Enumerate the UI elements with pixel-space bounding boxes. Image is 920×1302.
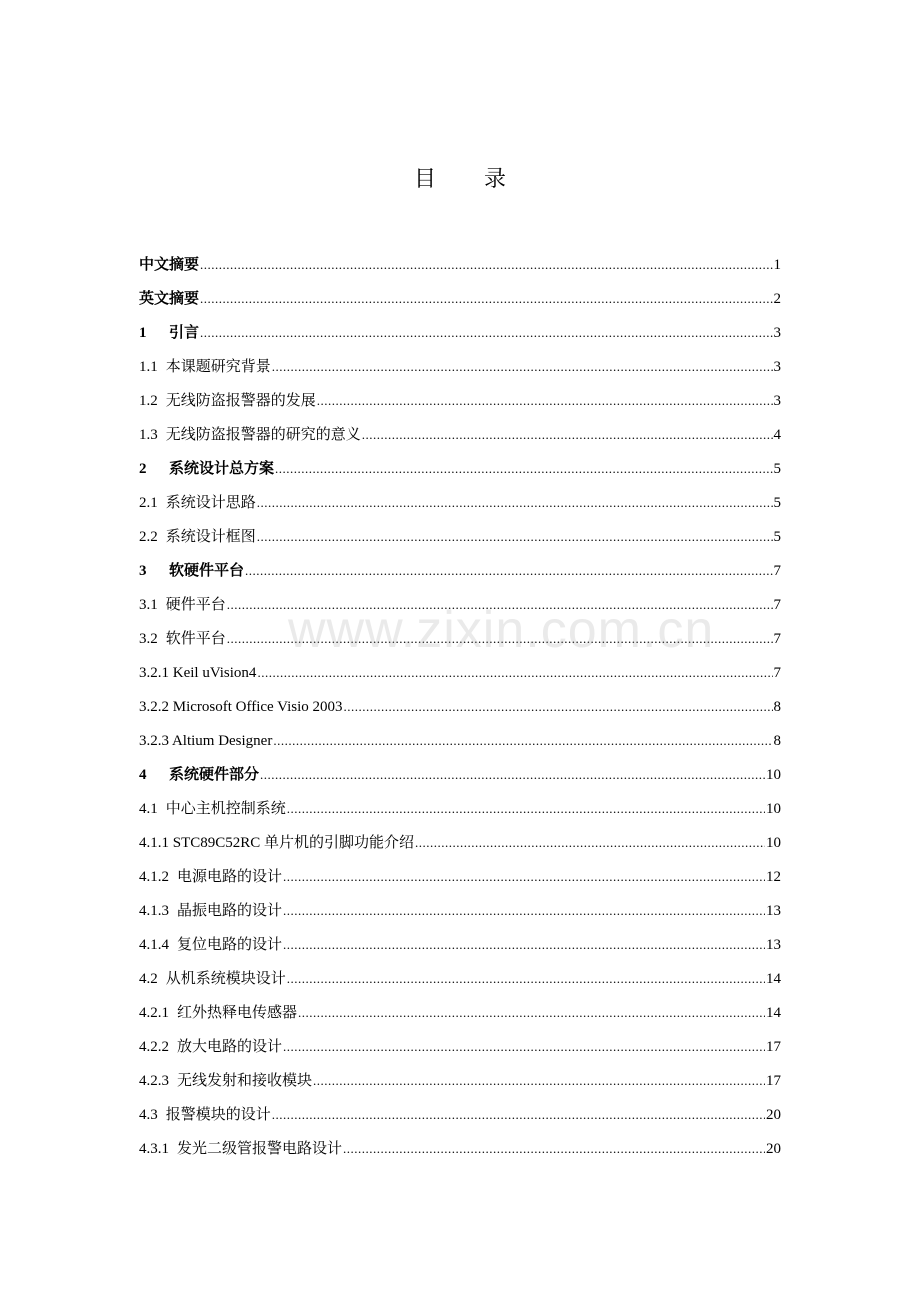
toc-entry-number: 4	[139, 767, 147, 783]
toc-entry-number: 4.2.1	[139, 1005, 169, 1021]
toc-page-number: 13	[766, 937, 781, 953]
toc-entry-text: 报警模块的设计	[165, 1107, 271, 1123]
toc-entry-text: 软硬件平台	[169, 563, 245, 579]
toc-entry-label	[139, 622, 226, 656]
toc-entry-text: 电源电路的设计	[177, 869, 283, 885]
toc-entry-text: 系统硬件部分	[169, 767, 260, 783]
toc-entry-label	[139, 894, 282, 928]
toc-entry-label	[139, 1098, 271, 1132]
toc-page-number: 3	[773, 393, 781, 409]
toc-page-number: 5	[773, 495, 781, 511]
toc-page-number: 7	[773, 665, 781, 681]
toc-entry-number: 4.3	[139, 1107, 158, 1123]
toc-page-number: 10	[766, 835, 781, 851]
watermark: www.zixin.com.cn	[288, 601, 715, 659]
toc-entry-number: 2.1	[139, 495, 158, 511]
toc-entry-label	[139, 758, 259, 792]
toc-entry[interactable]	[139, 554, 781, 588]
toc-entry[interactable]	[139, 588, 781, 622]
toc-entry-label	[139, 1030, 282, 1064]
toc-entry-text: 发光二级管报警电路设计	[177, 1141, 343, 1157]
toc-entry-label	[139, 928, 282, 962]
toc-leader-dots	[257, 486, 773, 520]
toc-entry-number: 4.2.2	[139, 1039, 169, 1055]
toc-entry-text: 英文摘要	[139, 291, 200, 307]
toc-leader-dots	[200, 282, 772, 316]
toc-page-number: 10	[766, 801, 781, 817]
toc-leader-dots	[283, 860, 765, 894]
toc-page-number: 7	[773, 597, 781, 613]
toc-leader-dots	[287, 792, 765, 826]
toc-entry-label	[139, 248, 199, 282]
toc-entry-label	[139, 554, 244, 588]
toc-entry-label	[139, 520, 256, 554]
toc-page-number: 20	[766, 1141, 781, 1157]
toc-entry[interactable]	[139, 724, 781, 758]
toc-leader-dots	[343, 1132, 765, 1166]
toc-entry[interactable]	[139, 316, 781, 350]
toc-entry[interactable]	[139, 384, 781, 418]
toc-leader-dots	[283, 1030, 765, 1064]
toc-entry-text: STC89C52RC 单片机的引脚功能介绍	[172, 835, 415, 851]
toc-page-number: 1	[773, 257, 781, 273]
toc-leader-dots	[272, 1098, 765, 1132]
toc-leader-dots	[362, 418, 773, 452]
page-title	[0, 162, 920, 193]
toc-entry-number: 3.2.3	[139, 733, 169, 749]
toc-entry-label	[139, 1064, 312, 1098]
toc-entry-number: 4.3.1	[139, 1141, 169, 1157]
toc-entry-text: 中文摘要	[139, 257, 200, 273]
toc-page-number: 3	[773, 359, 781, 375]
toc-page-number: 17	[766, 1073, 781, 1089]
toc-entry-label	[139, 860, 282, 894]
toc-entry-number: 1	[139, 325, 147, 341]
toc-entry-label	[139, 316, 199, 350]
toc-entry-text: 复位电路的设计	[177, 937, 283, 953]
toc-entry[interactable]	[139, 656, 781, 690]
toc-entry-number: 3.2.1	[139, 665, 169, 681]
toc-entry-label	[139, 282, 199, 316]
toc-leader-dots	[415, 826, 765, 860]
toc-entry-number: 4.1.2	[139, 869, 169, 885]
toc-entry-text: 硬件平台	[165, 597, 226, 613]
toc-page-number: 7	[773, 563, 781, 579]
toc-leader-dots	[200, 248, 772, 282]
toc-entry-number: 4.2	[139, 971, 158, 987]
toc-leader-dots	[260, 758, 765, 792]
toc-entry-number: 2.2	[139, 529, 158, 545]
toc-page-number: 5	[773, 529, 781, 545]
toc-leader-dots	[273, 724, 772, 758]
toc-entry[interactable]	[139, 520, 781, 554]
toc-entry-text: Keil uVision4	[172, 665, 257, 681]
toc-leader-dots	[272, 350, 773, 384]
toc-entry[interactable]	[139, 792, 781, 826]
toc-leader-dots	[344, 690, 773, 724]
toc-page-number: 8	[773, 733, 781, 749]
toc-leader-dots	[200, 316, 772, 350]
toc-entry[interactable]	[139, 758, 781, 792]
toc-entry-text: Altium Designer	[171, 733, 273, 749]
toc-leader-dots	[283, 894, 765, 928]
toc-entry-label	[139, 588, 226, 622]
toc-entry-label	[139, 690, 343, 724]
toc-entry[interactable]	[139, 1064, 781, 1098]
toc-entry[interactable]	[139, 1132, 781, 1166]
toc-entry-number: 3	[139, 563, 147, 579]
toc-entry-text: 系统设计框图	[165, 529, 256, 545]
toc-leader-dots	[257, 520, 773, 554]
toc-entry[interactable]	[139, 622, 781, 656]
toc-entry[interactable]	[139, 282, 781, 316]
toc-entry-number: 3.1	[139, 597, 158, 613]
toc-entry[interactable]	[139, 928, 781, 962]
toc-page-number: 5	[773, 461, 781, 477]
toc-entry-number: 1.2	[139, 393, 158, 409]
toc-entry-label	[139, 452, 274, 486]
toc-entry-number: 4.1.3	[139, 903, 169, 919]
toc-entry-text: 晶振电路的设计	[177, 903, 283, 919]
toc-entry-number: 1.3	[139, 427, 158, 443]
toc-entry[interactable]	[139, 1098, 781, 1132]
toc-entry-label	[139, 350, 271, 384]
toc-entry-text: 系统设计总方案	[169, 461, 275, 477]
toc-entry-text: 本课题研究背景	[165, 359, 271, 375]
toc-entry-text: 中心主机控制系统	[165, 801, 286, 817]
toc-leader-dots	[313, 1064, 765, 1098]
toc-entry[interactable]	[139, 690, 781, 724]
toc-entry-label	[139, 826, 414, 860]
toc-entry-number: 2	[139, 461, 147, 477]
toc-entry-label	[139, 1132, 342, 1166]
toc-page-number: 14	[766, 971, 781, 987]
toc-entry-number: 4.1.1	[139, 835, 169, 851]
toc-entry[interactable]	[139, 962, 781, 996]
toc-leader-dots	[283, 928, 765, 962]
toc-entry-label	[139, 486, 256, 520]
toc-entry-text: 无线防盗报警器的发展	[165, 393, 316, 409]
toc-entry[interactable]	[139, 248, 781, 282]
toc-page-number: 10	[766, 767, 781, 783]
toc-entry-number: 1.1	[139, 359, 158, 375]
toc-leader-dots	[227, 588, 773, 622]
toc-entry[interactable]	[139, 826, 781, 860]
toc-entry-label	[139, 792, 286, 826]
toc-entry[interactable]	[139, 418, 781, 452]
toc-entry-text: 从机系统模块设计	[165, 971, 286, 987]
toc-entry-label	[139, 656, 256, 690]
toc-entry-number: 4.1	[139, 801, 158, 817]
toc-page-number: 3	[773, 325, 781, 341]
toc-page-number: 14	[766, 1005, 781, 1021]
toc-leader-dots	[227, 622, 773, 656]
toc-page-number: 4	[773, 427, 781, 443]
toc-page-number: 20	[766, 1107, 781, 1123]
toc-entry-label	[139, 996, 297, 1030]
toc-entry[interactable]	[139, 996, 781, 1030]
title-char-1: 目	[413, 166, 436, 191]
toc-page-number: 7	[773, 631, 781, 647]
toc-entry[interactable]	[139, 452, 781, 486]
toc-leader-dots	[245, 554, 772, 588]
title-char-2: 录	[484, 166, 507, 191]
toc-entry[interactable]	[139, 350, 781, 384]
toc-entry-number: 4.1.4	[139, 937, 169, 953]
toc-entry[interactable]	[139, 860, 781, 894]
toc-entry[interactable]	[139, 894, 781, 928]
toc-entry-text: 放大电路的设计	[177, 1039, 283, 1055]
toc-entry-label	[139, 724, 272, 758]
toc-entry-label	[139, 962, 286, 996]
toc-entry-text: 软件平台	[165, 631, 226, 647]
toc-leader-dots	[287, 962, 765, 996]
toc-entry-number: 3.2	[139, 631, 158, 647]
toc-page-number: 12	[766, 869, 781, 885]
toc-page-number: 13	[766, 903, 781, 919]
toc-entry-text: 系统设计思路	[165, 495, 256, 511]
toc-page-number: 17	[766, 1039, 781, 1055]
toc-entry[interactable]	[139, 1030, 781, 1064]
toc-entry-text: 无线防盗报警器的研究的意义	[165, 427, 361, 443]
toc-entry-label	[139, 384, 316, 418]
toc-entry-text: 无线发射和接收模块	[177, 1073, 313, 1089]
toc-entry-number: 4.2.3	[139, 1073, 169, 1089]
toc-page-number: 2	[773, 291, 781, 307]
toc-leader-dots	[317, 384, 773, 418]
toc-entry-text: 红外热释电传感器	[177, 1005, 298, 1021]
toc-leader-dots	[298, 996, 765, 1030]
toc-page-number: 8	[773, 699, 781, 715]
toc-leader-dots	[257, 656, 772, 690]
toc-entry-label	[139, 418, 361, 452]
toc-leader-dots	[275, 452, 772, 486]
toc-entry-text: 引言	[169, 325, 200, 341]
toc-entry[interactable]	[139, 486, 781, 520]
toc-entry-number: 3.2.2	[139, 699, 169, 715]
toc-entry-text: Microsoft Office Visio 2003	[172, 699, 343, 715]
table-of-contents	[139, 248, 781, 1166]
